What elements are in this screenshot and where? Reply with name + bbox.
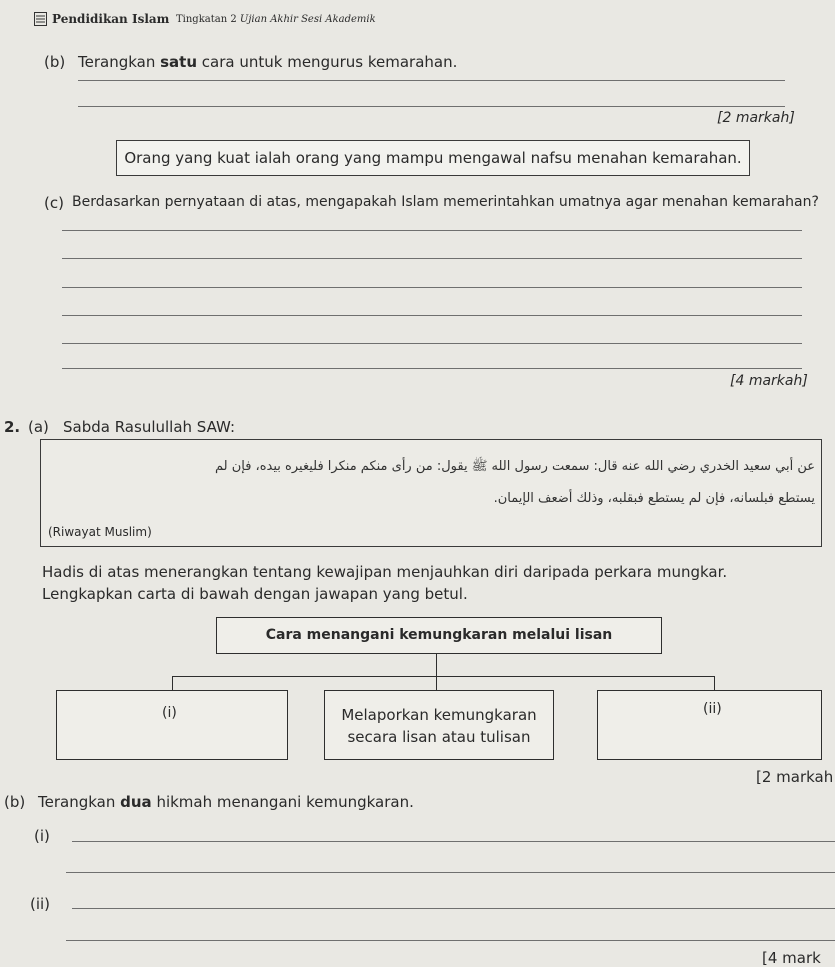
answer-line[interactable] <box>62 343 802 344</box>
q2a-description: Hadis di atas menerangkan tentang kewajipan menjauhkan diri daripada perkara mungkar. <box>42 563 728 581</box>
chart-marks-text: [2 markah <box>756 768 834 786</box>
header-level: Tingkatan 2 <box>176 14 237 25</box>
hadith-arabic-line2: يستطع فبلسانه، فإن لم يستطع فبقلبه، وذلك أضعف الإيمان. <box>493 491 815 506</box>
chart-box-i-label: (i) <box>162 705 177 721</box>
chart-top-text: Cara menangani kemungkaran melalui lisan <box>265 627 613 643</box>
q2b-item-i-label: (i) <box>34 827 50 845</box>
q1c-label: (c) <box>44 194 64 212</box>
chart-answer-box-ii[interactable] <box>597 690 822 760</box>
answer-line[interactable] <box>78 106 785 107</box>
chart-connector <box>436 654 437 676</box>
answer-line[interactable] <box>62 315 802 316</box>
header-exam: Ujian Akhir Sesi Akademik <box>239 14 376 25</box>
answer-line[interactable] <box>62 258 802 259</box>
chart-known-line2: secara lisan atau tulisan <box>347 728 531 746</box>
chart-answer-box-i[interactable] <box>56 690 288 760</box>
answer-line[interactable] <box>62 287 802 288</box>
answer-line[interactable] <box>66 872 835 873</box>
q2b-marks: [4 mark <box>762 949 821 967</box>
q1b-marks: [2 markah] <box>717 110 795 126</box>
q1c-question: Berdasarkan pernyataan di atas, mengapakah Islam memerintahkan umatnya agar menahan kemarahan? <box>72 194 819 210</box>
q1b-text-before: Terangkan <box>78 53 161 71</box>
answer-line[interactable] <box>62 230 802 231</box>
statement-text: Orang yang kuat ialah orang yang mampu mengawal nafsu menahan kemarahan. <box>124 149 742 167</box>
q2b-text-after: hikmah menangani kemungkaran. <box>151 793 414 811</box>
statement-box <box>116 140 750 176</box>
header-details <box>176 14 376 25</box>
hadith-source: (Riwayat Muslim) <box>48 525 152 539</box>
q1b-question <box>78 53 457 71</box>
chart-connector <box>172 676 714 677</box>
chart-connector <box>436 676 437 690</box>
hadith-arabic-line1: عن أبي سعيد الخدري رضي الله عنه قال: سمعت رسول الله ﷺ يقول: من رأى منكم منكرا فليغيره بيده، فإن لم <box>214 459 815 474</box>
q2b-item-ii-label: (ii) <box>30 895 51 913</box>
chart-known-line1: Melaporkan kemungkaran <box>341 706 537 724</box>
q2b-label: (b) <box>4 793 26 811</box>
answer-line[interactable] <box>66 940 835 941</box>
answer-line[interactable] <box>78 80 785 81</box>
header-subject: Pendidikan Islam <box>52 12 170 26</box>
q2b-text-before: Terangkan <box>38 793 121 811</box>
q1c-marks: [4 markah] <box>730 373 808 389</box>
q1b-label: (b) <box>44 53 66 71</box>
answer-line[interactable] <box>72 841 835 842</box>
q2-number: 2. <box>4 418 21 436</box>
chart-top-box <box>216 617 662 654</box>
chart-marks <box>756 768 833 786</box>
answer-line[interactable] <box>62 368 802 369</box>
answer-line[interactable] <box>72 908 835 909</box>
q2a-question: Sabda Rasulullah SAW: <box>63 418 236 436</box>
chart-box-ii-label: (ii) <box>703 701 722 717</box>
chart-known-box <box>324 690 554 760</box>
q2a-label: (a) <box>28 418 49 436</box>
header-logo-icon <box>34 12 47 26</box>
q2a-instruction: Lengkapkan carta di bawah dengan jawapan yang betul. <box>42 585 468 603</box>
q1b-text-bold: satu <box>160 53 198 71</box>
chart-connector <box>714 676 715 690</box>
chart-connector <box>172 676 173 690</box>
q2b-question <box>38 793 414 811</box>
q1b-text-after: cara untuk mengurus kemarahan. <box>197 53 458 71</box>
q2b-text-bold: dua <box>120 793 152 811</box>
